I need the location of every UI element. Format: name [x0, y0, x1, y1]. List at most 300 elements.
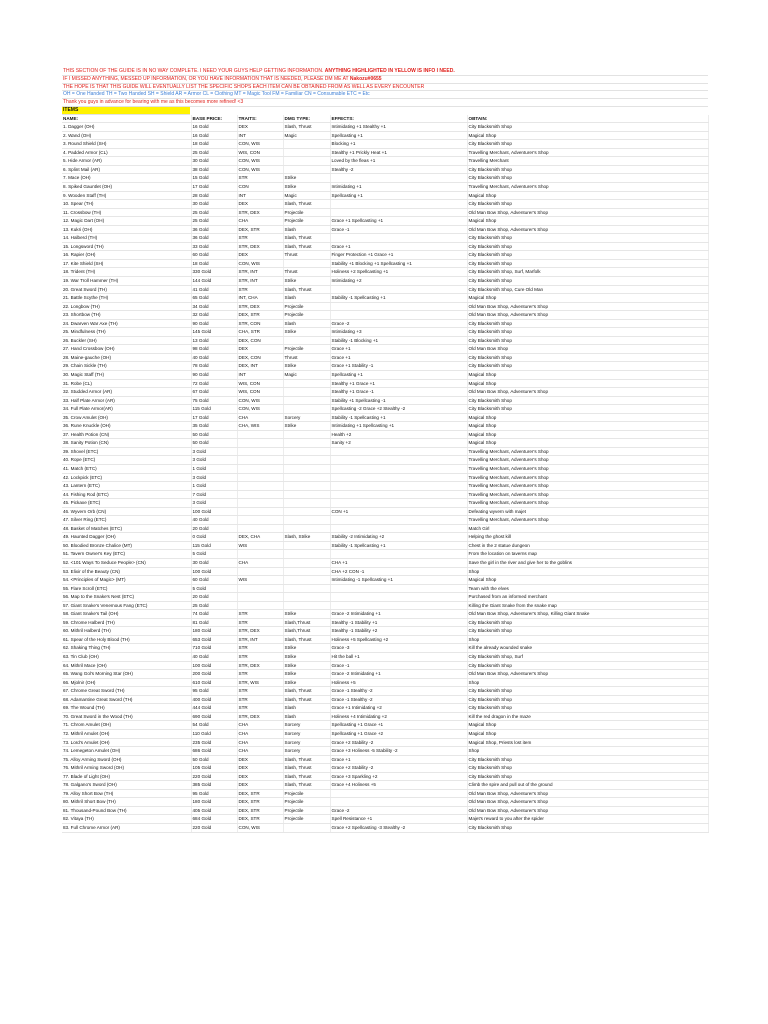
cell-traits: STR: [237, 653, 283, 662]
table-row: [62, 174, 708, 183]
cell-traits: STR, DEX: [237, 712, 283, 721]
cell-item-name: 63. Tin Club (OH): [62, 653, 191, 662]
cell-effects: Spell Resistance +1: [330, 815, 467, 824]
table-row: [62, 336, 708, 345]
cell-effects: Grace -2: [330, 319, 467, 328]
table-row: [62, 533, 708, 542]
items-section-title: ITEMS: [62, 107, 190, 115]
cell-dmg-type: Projectile: [283, 208, 330, 217]
cell-dmg-type: [283, 259, 330, 268]
cell-dmg-type: Slash, Strike: [283, 533, 330, 542]
cell-effects: Grace +1: [330, 353, 467, 362]
cell-traits: WIS: [237, 576, 283, 585]
cell-traits: DEX, STR: [237, 789, 283, 798]
table-row: [62, 148, 708, 157]
cell-dmg-type: Sorcery: [283, 729, 330, 738]
cell-dmg-type: Magic: [283, 131, 330, 140]
cell-obtain: City Blacksmith Shop: [467, 319, 708, 328]
cell-item-name: 82. Vitaya (TH): [62, 815, 191, 824]
cell-dmg-type: Slash: [283, 319, 330, 328]
cell-dmg-type: [283, 456, 330, 465]
cell-base-price: 18 Gold: [191, 140, 237, 149]
cell-traits: [237, 584, 283, 593]
cell-traits: CHA: [237, 721, 283, 730]
cell-effects: [330, 285, 467, 294]
cell-effects: [330, 550, 467, 559]
table-row: [62, 447, 708, 456]
table-row: [62, 319, 708, 328]
cell-base-price: 35 Gold: [191, 422, 237, 431]
cell-traits: STR, DEX: [237, 242, 283, 251]
table-row: [62, 670, 708, 679]
cell-effects: Spellcasting +1: [330, 370, 467, 379]
cell-item-name: 40. Rope (ETC): [62, 456, 191, 465]
cell-item-name: 75. Alloy Arming Sword (OH): [62, 755, 191, 764]
cell-base-price: 180 Gold: [191, 798, 237, 807]
cell-base-price: 50 Gold: [191, 430, 237, 439]
cell-traits: STR, INT: [237, 635, 283, 644]
cell-traits: [237, 473, 283, 482]
cell-dmg-type: Strike: [283, 328, 330, 337]
table-row: [62, 550, 708, 559]
cell-traits: STR, DEX: [237, 627, 283, 636]
table-row: [62, 217, 708, 226]
cell-obtain: City Blacksmith Shop: [467, 174, 708, 183]
cell-obtain: City Blacksmith Shop: [467, 353, 708, 362]
cell-dmg-type: Strike: [283, 644, 330, 653]
cell-effects: Holiness +5: [330, 678, 467, 687]
table-row: [62, 422, 708, 431]
table-row: [62, 405, 708, 414]
cell-base-price: 72 Gold: [191, 379, 237, 388]
cell-effects: Grace -1 Stealthy -2: [330, 687, 467, 696]
cell-obtain: Old Man Bow Shop, Adventurer's Shop, Killing Giant Snake: [467, 610, 708, 619]
table-row: [62, 473, 708, 482]
cell-effects: [330, 473, 467, 482]
cell-obtain: Shop: [467, 567, 708, 576]
table-row: [62, 456, 708, 465]
cell-item-name: 11. Crossbow (TH): [62, 208, 191, 217]
table-row: [62, 276, 708, 285]
cell-item-name: 36. Rune Knuckle (OH): [62, 422, 191, 431]
cell-dmg-type: Strike: [283, 653, 330, 662]
table-row: [62, 259, 708, 268]
cell-traits: [237, 601, 283, 610]
table-row: [62, 268, 708, 277]
cell-traits: STR: [237, 174, 283, 183]
cell-item-name: 59. Chrome Halberd (TH): [62, 618, 191, 627]
cell-obtain: Old Man Bow Shop: [467, 345, 708, 354]
cell-obtain: Old Man Bow Shop, Adventurer's Shop: [467, 302, 708, 311]
cell-dmg-type: Slash, Thrust: [283, 781, 330, 790]
cell-base-price: 38 Gold: [191, 165, 237, 174]
cell-item-name: 68. Adamantine Great Sword (TH): [62, 695, 191, 704]
cell-dmg-type: Slash, Thrust: [283, 772, 330, 781]
cell-obtain: Shop: [467, 635, 708, 644]
cell-item-name: 34. Full Plate Armor(AR): [62, 405, 191, 414]
table-row: [62, 507, 708, 516]
cell-effects: Grace -2 Intimidating +1: [330, 670, 467, 679]
cell-obtain: City Blacksmith Shop: [467, 755, 708, 764]
table-row: [62, 208, 708, 217]
cell-effects: [330, 200, 467, 209]
cell-traits: [237, 567, 283, 576]
cell-base-price: 78 Gold: [191, 362, 237, 371]
cell-base-price: 13 Gold: [191, 336, 237, 345]
cell-obtain: City Blacksmith Shop: [467, 165, 708, 174]
cell-traits: STR, INT: [237, 268, 283, 277]
cell-obtain: City Blacksmith Shop: [467, 687, 708, 696]
cell-traits: DEX: [237, 251, 283, 260]
cell-obtain: Old Man Bow Shop, Adventurer's Shop: [467, 311, 708, 320]
cell-obtain: Magical Shop: [467, 413, 708, 422]
cell-traits: INT: [237, 191, 283, 200]
cell-base-price: 105 Gold: [191, 764, 237, 773]
cell-base-price: 690 Gold: [191, 712, 237, 721]
cell-effects: Stability -1 Spellcasting +1: [330, 294, 467, 303]
table-row: [62, 695, 708, 704]
cell-base-price: 15 Gold: [191, 174, 237, 183]
cell-dmg-type: Slash, Thrust: [283, 764, 330, 773]
table-row: [62, 567, 708, 576]
header-base-price: BASE PRICE:: [191, 115, 237, 123]
cell-obtain: City Blacksmith Shop, Surf, Marfolk: [467, 268, 708, 277]
note-line: [62, 84, 708, 92]
cell-obtain: Travelling Merchant, Adventurer's Shop: [467, 148, 708, 157]
table-row: [62, 165, 708, 174]
cell-item-name: 51. Tavern Owner's Key (ETC): [62, 550, 191, 559]
cell-obtain: Kill the already wounded snake: [467, 644, 708, 653]
note-line: [62, 99, 708, 107]
note-line: [62, 76, 708, 84]
cell-dmg-type: Sorcery: [283, 747, 330, 756]
cell-effects: [330, 789, 467, 798]
cell-item-name: 61. Spear of the Holy Blood (TH): [62, 635, 191, 644]
cell-item-name: 27. Hand Crossbow (OH): [62, 345, 191, 354]
cell-effects: Spellcasting +1 Grace +2: [330, 729, 467, 738]
cell-effects: Holiness +4 Intimidating +2: [330, 712, 467, 721]
cell-base-price: 610 Gold: [191, 678, 237, 687]
cell-dmg-type: Projectile: [283, 311, 330, 320]
cell-item-name: 6. Splint Mail (AR): [62, 165, 191, 174]
cell-obtain: Magical Shop: [467, 379, 708, 388]
cell-effects: Grace +2 Stability -2: [330, 738, 467, 747]
table-row: [62, 772, 708, 781]
cell-traits: STR, DEX: [237, 302, 283, 311]
cell-obtain: Old Man Bow Shop, Adventurer's Shop: [467, 225, 708, 234]
cell-item-name: 55. Flare Scroll (ETC): [62, 584, 191, 593]
table-row: [62, 225, 708, 234]
cell-obtain: City Blacksmith Shop: [467, 362, 708, 371]
cell-item-name: 41. Match (ETC): [62, 465, 191, 474]
cell-traits: STR: [237, 644, 283, 653]
cell-traits: DEX: [237, 345, 283, 354]
cell-item-name: 30. Magic Staff (TH): [62, 370, 191, 379]
cell-effects: Grace +1: [330, 242, 467, 251]
cell-traits: [237, 499, 283, 508]
cell-base-price: 3 Gold: [191, 456, 237, 465]
cell-base-price: 653 Gold: [191, 635, 237, 644]
cell-obtain: Helping the ghost kill: [467, 533, 708, 542]
cell-base-price: 3 Gold: [191, 447, 237, 456]
cell-traits: DEX, CON: [237, 353, 283, 362]
table-row: [62, 738, 708, 747]
cell-base-price: 180 Gold: [191, 627, 237, 636]
cell-base-price: 330 Gold: [191, 268, 237, 277]
cell-item-name: 66. Mjolnir (OH): [62, 678, 191, 687]
table-row: [62, 712, 708, 721]
cell-dmg-type: Thrust: [283, 251, 330, 260]
cell-traits: CHA, WIS: [237, 422, 283, 431]
cell-item-name: 42. Lockpick (ETC): [62, 473, 191, 482]
cell-item-name: 32. Studded Armor (AR): [62, 388, 191, 397]
cell-dmg-type: Projectile: [283, 798, 330, 807]
note-text: THE HOPE IS THAT THIS GUIDE WILL EVENTUALLY LIST THE SPECIFIC SHOPS EACH ITEM CAN BE OBTAINED FROM AS WELL AS EVERY ENCOUNTER: [63, 83, 425, 90]
cell-base-price: 20 Gold: [191, 524, 237, 533]
cell-obtain: Match Girl: [467, 524, 708, 533]
cell-effects: Intimidating +3: [330, 328, 467, 337]
cell-base-price: 220 Gold: [191, 823, 237, 832]
cell-base-price: 30 Gold: [191, 200, 237, 209]
cell-effects: [330, 601, 467, 610]
cell-base-price: 405 Gold: [191, 806, 237, 815]
cell-dmg-type: Thrust: [283, 353, 330, 362]
cell-traits: STR: [237, 670, 283, 679]
cell-base-price: 98 Gold: [191, 345, 237, 354]
cell-dmg-type: Slash: [283, 225, 330, 234]
cell-dmg-type: Projectile: [283, 302, 330, 311]
table-row: [62, 482, 708, 491]
cell-traits: STR, DEX: [237, 661, 283, 670]
cell-dmg-type: Slash: [283, 704, 330, 713]
table-row: [62, 789, 708, 798]
cell-dmg-type: Projectile: [283, 789, 330, 798]
cell-traits: DEX: [237, 781, 283, 790]
cell-base-price: 17 Gold: [191, 182, 237, 191]
cell-base-price: 100 Gold: [191, 567, 237, 576]
cell-base-price: 90 Gold: [191, 370, 237, 379]
cell-effects: [330, 524, 467, 533]
cell-item-name: 7. Mace (OH): [62, 174, 191, 183]
cell-obtain: City Blacksmith Shop: [467, 140, 708, 149]
cell-traits: CON: [237, 182, 283, 191]
cell-item-name: 5. Hide Armor (AR): [62, 157, 191, 166]
cell-base-price: 444 Gold: [191, 704, 237, 713]
cell-obtain: City Blacksmith Shop: [467, 200, 708, 209]
cell-obtain: Old Man Bow Shop, Adventurer's Shop: [467, 789, 708, 798]
cell-base-price: 110 Gold: [191, 729, 237, 738]
cell-dmg-type: [283, 507, 330, 516]
cell-traits: DEX, STR: [237, 806, 283, 815]
cell-item-name: 1. Dagger (OH): [62, 123, 191, 132]
cell-item-name: 53. Elixir of the Beauty (CN): [62, 567, 191, 576]
cell-base-price: 36 Gold: [191, 234, 237, 243]
cell-dmg-type: [283, 447, 330, 456]
cell-dmg-type: Strike: [283, 362, 330, 371]
cell-dmg-type: [283, 550, 330, 559]
guide-notes: [62, 68, 708, 107]
table-row: [62, 593, 708, 602]
cell-dmg-type: [283, 601, 330, 610]
cell-obtain: Travelling Merchant, Adventurer's Shop: [467, 456, 708, 465]
cell-obtain: Magical Shop, Priests lost item: [467, 738, 708, 747]
cell-item-name: 62. Shaking Thing (TH): [62, 644, 191, 653]
cell-effects: Blocking +1: [330, 140, 467, 149]
cell-effects: [330, 302, 467, 311]
cell-obtain: Old Man Bow Shop, Adventurer's Shop: [467, 806, 708, 815]
cell-base-price: 65 Gold: [191, 294, 237, 303]
cell-obtain: Magical Shop: [467, 191, 708, 200]
cell-dmg-type: Slash, Thrust: [283, 234, 330, 243]
table-row: [62, 285, 708, 294]
cell-effects: Hit the ball +1: [330, 653, 467, 662]
table-row: [62, 635, 708, 644]
cell-dmg-type: Slash, Thrust: [283, 123, 330, 132]
cell-base-price: 32 Gold: [191, 311, 237, 320]
cell-traits: STR: [237, 610, 283, 619]
cell-item-name: 65. Wang Gol's Morning Star (OH): [62, 670, 191, 679]
header-traits: TRAITS:: [237, 115, 283, 123]
cell-item-name: 22. Longbow (TH): [62, 302, 191, 311]
cell-obtain: Magical Shop: [467, 294, 708, 303]
cell-base-price: 16 Gold: [191, 123, 237, 132]
cell-effects: [330, 456, 467, 465]
cell-item-name: 72. Mithril Amulet (OH): [62, 729, 191, 738]
cell-item-name: 83. Full Chrome Armor (AR): [62, 823, 191, 832]
cell-traits: CON, WIS: [237, 396, 283, 405]
cell-item-name: 3. Round Shield (SH): [62, 140, 191, 149]
cell-dmg-type: Projectile: [283, 217, 330, 226]
cell-dmg-type: Slash: [283, 712, 330, 721]
note-text: THIS SECTION OF THE GUIDE IS IN NO WAY COMPLETE. I NEED YOUR GUYS HELP GETTING INFORMATION.: [63, 68, 325, 74]
cell-traits: DEX: [237, 755, 283, 764]
cell-base-price: 34 Gold: [191, 302, 237, 311]
cell-dmg-type: [283, 576, 330, 585]
cell-base-price: 684 Gold: [191, 815, 237, 824]
table-row: [62, 704, 708, 713]
cell-effects: Grace -1: [330, 661, 467, 670]
cell-traits: STR, CON: [237, 319, 283, 328]
cell-effects: Grace +1 Intimidating +2: [330, 704, 467, 713]
cell-obtain: Magical Shop: [467, 576, 708, 585]
cell-item-name: 15. Longsword (TH): [62, 242, 191, 251]
cell-base-price: 3 Gold: [191, 473, 237, 482]
cell-dmg-type: Strike: [283, 661, 330, 670]
cell-obtain: City Blacksmith Shop, Surf: [467, 653, 708, 662]
cell-obtain: Magical Shop: [467, 422, 708, 431]
cell-base-price: 200 Gold: [191, 670, 237, 679]
cell-base-price: 235 Gold: [191, 738, 237, 747]
cell-traits: DEX, STR: [237, 311, 283, 320]
cell-item-name: 24. Dwarven War Axe (TH): [62, 319, 191, 328]
cell-dmg-type: [283, 439, 330, 448]
cell-obtain: Magical Shop: [467, 430, 708, 439]
cell-dmg-type: Slash, Thrust: [283, 635, 330, 644]
cell-dmg-type: [283, 165, 330, 174]
cell-dmg-type: Strike: [283, 678, 330, 687]
table-row: [62, 618, 708, 627]
cell-obtain: City Blacksmith Shop: [467, 396, 708, 405]
cell-traits: WIS, CON: [237, 148, 283, 157]
cell-base-price: 25 Gold: [191, 148, 237, 157]
note-text: OH = One Handed TH = Two Handed SH = Shield AR = Armor CL = Clothing MT = Magic Tool FM = Familiar CN = Consumable ETC = Etc: [63, 91, 370, 98]
table-row: [62, 806, 708, 815]
cell-obtain: Travelling Merchant, Adventurer's Shop: [467, 482, 708, 491]
cell-traits: CON, WIS: [237, 259, 283, 268]
cell-base-price: 28 Gold: [191, 191, 237, 200]
cell-base-price: 50 Gold: [191, 439, 237, 448]
table-row: [62, 661, 708, 670]
cell-obtain: Old Man Bow Shop, Adventurer's Shop: [467, 670, 708, 679]
cell-obtain: Climb the spire and pull out of the ground: [467, 781, 708, 790]
cell-obtain: Defeating wyvern with majet: [467, 507, 708, 516]
cell-item-name: 78. Galgano's Sword (OH): [62, 781, 191, 790]
items-table: [62, 115, 709, 833]
cell-base-price: 60 Gold: [191, 251, 237, 260]
cell-traits: [237, 482, 283, 491]
cell-item-name: 73. Lord's Amulet (OH): [62, 738, 191, 747]
cell-effects: CHA +2 CON -1: [330, 567, 467, 576]
cell-obtain: Travelling Merchant: [467, 157, 708, 166]
cell-effects: Intimidating +1 Stealthy +1: [330, 123, 467, 132]
cell-base-price: 144 Gold: [191, 276, 237, 285]
cell-traits: DEX: [237, 200, 283, 209]
cell-dmg-type: [283, 157, 330, 166]
table-row: [62, 576, 708, 585]
cell-effects: Grace +1: [330, 755, 467, 764]
cell-item-name: 16. Rapier (OH): [62, 251, 191, 260]
cell-traits: DEX, STR: [237, 798, 283, 807]
cell-traits: STR: [237, 687, 283, 696]
cell-obtain: From the location on taverns map: [467, 550, 708, 559]
cell-item-name: 54. <Principles of Magic> (MT): [62, 576, 191, 585]
table-row: [62, 430, 708, 439]
cell-obtain: Magical Shop: [467, 729, 708, 738]
cell-base-price: 90 Gold: [191, 319, 237, 328]
cell-obtain: Majet's reward to you after the spider: [467, 815, 708, 824]
cell-dmg-type: [283, 584, 330, 593]
cell-item-name: 67. Chrome Great Sword (TH): [62, 687, 191, 696]
cell-effects: Grace +2 Stability -2: [330, 764, 467, 773]
cell-item-name: 13. Kukri (OH): [62, 225, 191, 234]
cell-traits: CON, WIS: [237, 157, 283, 166]
cell-item-name: 64. Mithril Mace (OH): [62, 661, 191, 670]
cell-item-name: 23. Shortbow (TH): [62, 311, 191, 320]
cell-obtain: Chest in the 2 statue dungeon: [467, 541, 708, 550]
cell-item-name: 35. Crow Amulet (OH): [62, 413, 191, 422]
cell-effects: Intimidating -1 Spellcasting +1: [330, 576, 467, 585]
cell-base-price: 385 Gold: [191, 781, 237, 790]
cell-base-price: 0 Gold: [191, 533, 237, 542]
cell-traits: [237, 516, 283, 525]
cell-obtain: Magical Shop: [467, 370, 708, 379]
cell-effects: [330, 234, 467, 243]
cell-traits: DEX: [237, 123, 283, 132]
cell-base-price: 100 Gold: [191, 661, 237, 670]
cell-item-name: 43. Lantern (ETC): [62, 482, 191, 491]
cell-effects: Finger Protection +1 Grace +1: [330, 251, 467, 260]
table-row: [62, 328, 708, 337]
cell-obtain: Purchased from an informed merchant: [467, 593, 708, 602]
cell-effects: Intimidating +1: [330, 182, 467, 191]
cell-dmg-type: Slash, Thrust: [283, 285, 330, 294]
cell-base-price: 25 Gold: [191, 217, 237, 226]
cell-dmg-type: [283, 823, 330, 832]
cell-item-name: 9. Wooden Staff (TH): [62, 191, 191, 200]
cell-traits: STR, INT: [237, 276, 283, 285]
cell-dmg-type: [283, 499, 330, 508]
note-line: [62, 91, 708, 99]
